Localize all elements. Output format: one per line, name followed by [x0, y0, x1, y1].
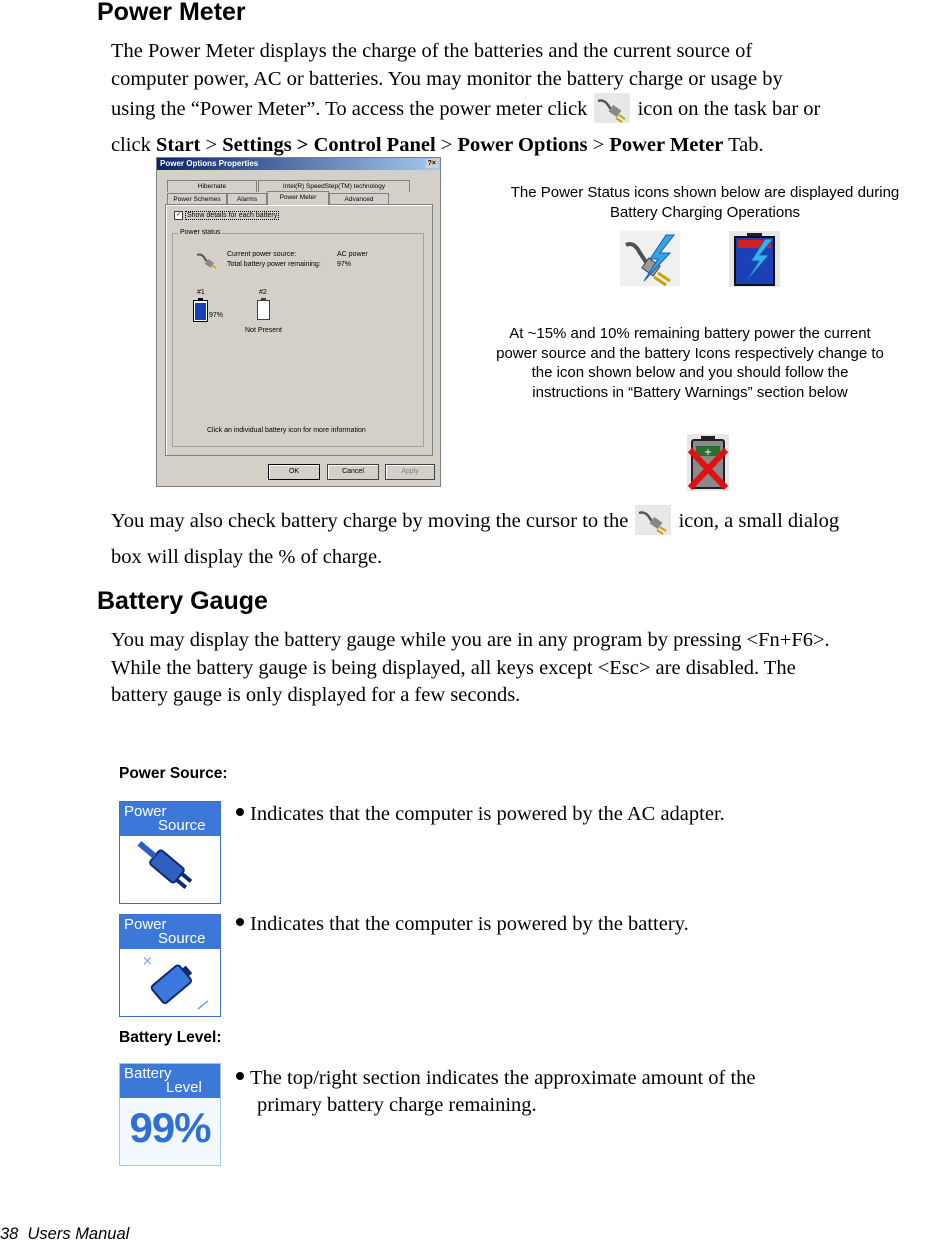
section-heading-battery-gauge: Battery Gauge: [97, 587, 268, 615]
paragraph-line: You may display the battery gauge while you are in any program by pressing <Fn+F6>.: [111, 629, 830, 651]
battery-level-value: 99%: [129, 1104, 211, 1151]
battery-1-fill: [195, 303, 206, 320]
bullet-text: Indicates that the computer is powered by the AC adapter.: [250, 803, 725, 825]
battery-1-icon[interactable]: [193, 300, 208, 322]
paragraph-line: The Power Meter displays the charge of the batteries and the current source of: [111, 40, 753, 62]
menu-path-power-meter: Power Meter: [609, 133, 724, 156]
battery-hint-text: Click an individual battery icon for more information: [207, 427, 366, 434]
ac-adapter-bullet: [236, 801, 725, 828]
ok-button[interactable]: OK: [268, 464, 320, 480]
ac-charging-icon: [620, 231, 680, 286]
bullet-text: Indicates that the computer is powered by the battery.: [250, 913, 689, 935]
menu-path-power-options: Power Options: [457, 133, 588, 156]
tab-alarms[interactable]: Alarms: [227, 193, 267, 205]
battery-level-label: Battery Level:: [119, 1029, 222, 1046]
path-separator: >: [592, 133, 605, 156]
bullet-dot: [236, 1072, 244, 1080]
battery-gauge-paragraph: [111, 627, 926, 710]
ac-power-source-icon: [119, 801, 221, 904]
svg-text:+: +: [703, 447, 713, 458]
tab-hibernate[interactable]: Hibernate: [167, 180, 257, 192]
cancel-button[interactable]: Cancel: [327, 464, 379, 480]
bullet-dot: [236, 918, 244, 926]
icon-title: Source: [158, 817, 206, 834]
paragraph-line: [111, 93, 926, 132]
ac-plug-icon: [635, 505, 671, 544]
paragraph-line: battery gauge is only displayed for a few seconds.: [111, 684, 521, 706]
ac-plug-icon: [594, 93, 630, 132]
path-separator: >: [440, 133, 453, 156]
icon-title: Source: [158, 930, 206, 947]
battery-2-value: Not Present: [245, 327, 282, 334]
battery-level-icon: [119, 1063, 221, 1166]
tab-advanced[interactable]: Advanced: [329, 193, 389, 205]
icon-caption: [120, 802, 220, 836]
bullet-text: primary battery charge remaining.: [257, 1094, 537, 1116]
paragraph-line: [111, 132, 926, 160]
page-footer: 38 Users Manual: [0, 1225, 130, 1243]
plug-icon: [120, 836, 218, 902]
low-battery-note: At ~15% and 10% remaining battery power the current power source and the battery Icons respectively change to the icon shown below and you should follow the instructions in “Battery Warnings” section below: [496, 325, 884, 401]
show-details-checkbox[interactable]: [174, 211, 279, 220]
icon-title: Power: [124, 803, 167, 820]
menu-path-settings: Settings > Control Panel: [222, 133, 436, 156]
charging-note: The Power Status icons shown below are displayed during Battery Charging Operations: [510, 184, 900, 221]
power-options-dialog: [156, 157, 441, 487]
svg-text:×: ×: [142, 954, 153, 969]
total-remaining-label: Total battery power remaining:: [227, 261, 321, 268]
dialog-title: Power Options Properties: [160, 159, 259, 168]
battery-1-value: 97%: [209, 312, 224, 319]
battery-1-label: #1: [197, 289, 205, 296]
paragraph-text: icon on the task bar or: [637, 98, 821, 120]
battery-icon: [120, 949, 218, 1015]
paragraph-line: [111, 505, 926, 544]
icon-title: Level: [166, 1079, 202, 1096]
word-tab: Tab.: [728, 133, 764, 156]
tab-power-meter[interactable]: Power Meter: [267, 191, 329, 205]
paragraph-text: icon, a small dialog: [678, 510, 840, 532]
battery-2-label: #2: [259, 289, 267, 296]
paragraph-text: You may also check battery charge by moving the cursor to the: [111, 510, 629, 532]
paragraph-text: using the “Power Meter”. To access the power meter click: [111, 98, 588, 120]
group-label: Power status: [180, 229, 221, 236]
tab-power-schemes[interactable]: Power Schemes: [167, 193, 227, 205]
icon-title: Power: [124, 916, 167, 933]
path-separator: >: [205, 133, 218, 156]
tab-panel: [165, 204, 433, 456]
section-heading-power-meter: Power Meter: [97, 0, 246, 26]
battery-charging-icon: [729, 231, 780, 287]
bullet-dot: [236, 808, 244, 816]
checkbox-checked-icon: ✓: [175, 212, 182, 218]
cursor-hover-paragraph: [111, 505, 926, 571]
icon-caption: [120, 915, 220, 949]
total-remaining-value: 97%: [337, 261, 352, 268]
power-meter-paragraph: [111, 38, 926, 159]
current-source-value: AC power: [337, 251, 368, 258]
icon-title: Battery: [124, 1065, 172, 1082]
close-icon[interactable]: ?×: [427, 160, 436, 167]
menu-path-start: Start: [155, 133, 201, 156]
ac-plug-icon: [195, 250, 217, 270]
battery-2-icon[interactable]: [257, 300, 270, 320]
battery-level-bullet: [236, 1065, 876, 1119]
paragraph-line: computer power, AC or batteries. You may monitor the battery charge or usage by: [111, 67, 783, 90]
power-status-group: [172, 229, 424, 447]
battery-power-source-icon: [119, 914, 221, 1017]
word-click: click: [111, 133, 151, 156]
battery-warning-icon: [687, 434, 729, 491]
paragraph-line: While the battery gauge is being displayed, all keys except <Esc> are disabled. The: [111, 656, 796, 679]
paragraph-line: box will display the % of charge.: [111, 545, 383, 568]
power-source-label: Power Source:: [119, 765, 228, 782]
icon-caption: [120, 1064, 220, 1098]
checkbox-label: Show details for each battery: [186, 212, 278, 220]
battery-bullet: [236, 911, 689, 938]
tab-speedstep[interactable]: Intel(R) SpeedStep(TM) technology: [258, 180, 410, 192]
apply-button[interactable]: Apply: [385, 464, 435, 480]
current-source-label: Current power source:: [227, 251, 297, 258]
bullet-text: The top/right section indicates the approximate amount of the: [250, 1067, 756, 1089]
dialog-title-bar: [157, 158, 440, 170]
